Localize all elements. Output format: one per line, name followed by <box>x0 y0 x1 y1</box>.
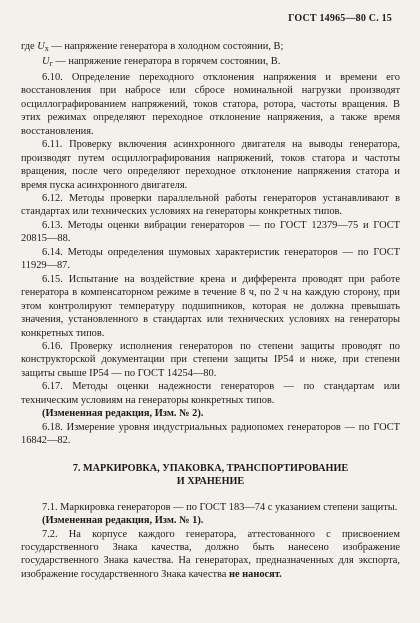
paragraph-6-12: 6.12. Методы проверки параллельной работы генераторов устанавливают в стандартах или технических условиях на генераторы конкретных типов. <box>21 192 400 218</box>
paragraph-6-13: 6.13. Методы оценки вибрации генераторов — по ГОСТ 12379—75 и ГОСТ 20815—88. <box>21 219 400 245</box>
edit-note: (Измененная редакция, Изм. № 2). <box>42 408 204 420</box>
paragraph-6-15: 6.15. Испытание на воздействие крена и дифферента проводят при работе генератора в компенсаторном режиме в течение 8 ч, по 2 ч на каждую сторону, при этом контролируют температуру подшипников, которая не должна превышать значения, установленного в стандартах или технических условиях на генераторы конкретных типов. <box>21 273 400 339</box>
symbol-u: $U_х$ <box>37 41 49 53</box>
symbol-u: $U_г$ <box>42 56 53 69</box>
running-header: ГОСТ 14965—80 С. 15 <box>288 13 392 24</box>
paragraph-6-16: 6.16. Проверку исполнения генераторов по степени защиты проводят по конструкторской документации при степени защиты IP54 и ниже, при степени защиты свыше IP54 — по ГОСТ 14254—80. <box>21 340 400 379</box>
section-heading: 7. МАРКИРОВКА, УПАКОВКА, ТРАНСПОРТИРОВАНИЕ И ХРАНЕНИЕ <box>72 462 349 488</box>
document-body <box>21 40 400 581</box>
paragraph-6-10: 6.10. Определение переходного отклонения напряжения и времени его восстановления при набросе или сбросе номинальной нагрузки производят осциллографированием напряжений, токов статора, ротора, частоты вращения. В этих режимах определяют переходное отклонение напряжения, а также время восстановления. <box>21 71 400 137</box>
paragraph-6-11: 6.11. Проверку включения асинхронного двигателя на выводы генератора, производят путем осциллографирования напряжений, токов статора и частоты вращения, после чего определяют переходное отклонение напряжения статора и время пуска асинхронного двигателя. <box>21 139 400 191</box>
paragraph-6-18: 6.18. Измерение уровня индустриальных радиопомех генераторов — по ГОСТ 16842—82. <box>21 421 400 447</box>
definition-line: $U_г$ — напряжение генератора в горячем состоянии, В. <box>42 56 281 69</box>
paragraph-7-2: 7.2. На корпусе каждого генератора, аттестованного с присвоением государственного Знака качества, должно быть нанесено изображение государственного Знака качества. На генераторах, предназначенных для экспорта, изображение государственного Знака качества не наносят. <box>21 528 400 580</box>
paragraph-7-1: 7.1. Маркировка генераторов — по ГОСТ 183—74 с указанием степени защиты. <box>42 501 398 513</box>
definition-line: где $U_х$ — напряжение генератора в холодном состоянии, В; <box>21 41 284 53</box>
paragraph-6-14: 6.14. Методы определения шумовых характеристик генераторов — по ГОСТ 11929—87. <box>21 246 400 272</box>
edit-note: (Измененная редакция, Изм. № 1). <box>42 515 204 527</box>
paragraph-6-17: 6.17. Методы оценки надежности генераторов — по стандартам или техническим условиям на генераторы конкретных типов. <box>21 381 400 406</box>
